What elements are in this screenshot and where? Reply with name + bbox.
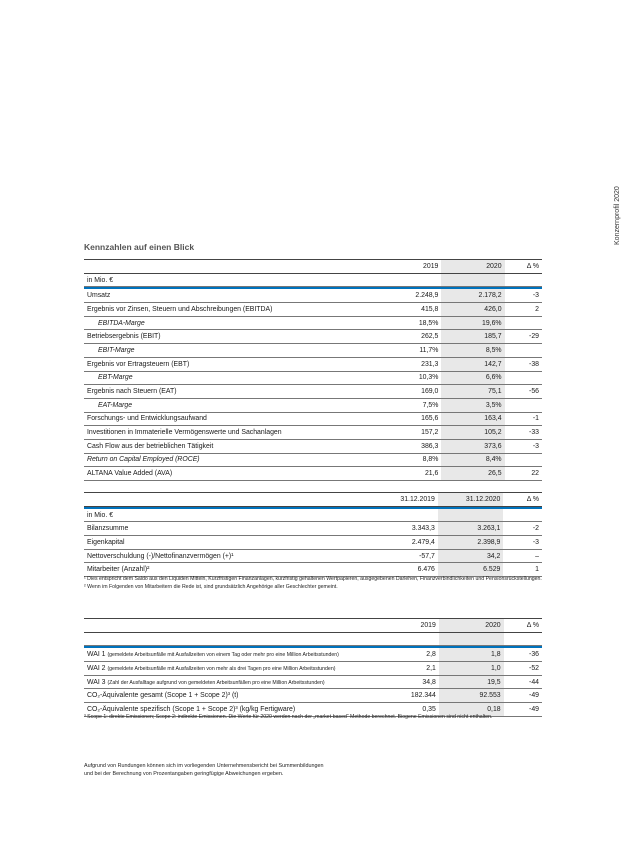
row-value-current: 8,5% (441, 344, 504, 358)
row-value-delta (505, 453, 542, 467)
row-label: Eigenkapital (84, 536, 372, 550)
footnote-2: ² Wenn im Folgenden von Mitarbeitern die Rede ist, sind grundsätzlich Angehörige aller Geschlechter gemeint. (84, 584, 338, 590)
key-figures-table-balance (84, 492, 542, 577)
row-label: Betriebsergebnis (EBIT) (84, 330, 378, 344)
row-value-prev: 18,5% (378, 316, 441, 330)
row-value-delta: -44 (504, 675, 542, 689)
header-col-prev: 2019 (374, 619, 439, 633)
row-value-current: 163,4 (441, 412, 504, 426)
rounding-notice (84, 762, 323, 778)
row-label (84, 648, 374, 661)
table-row (84, 662, 542, 676)
table-row (84, 426, 542, 440)
header-label (84, 260, 378, 274)
table-header-row (84, 260, 542, 274)
table-header-row (84, 619, 542, 633)
row-value-current: 8,4% (441, 453, 504, 467)
row-value-current: 92.553 (439, 689, 504, 703)
row-label: EBITDA-Marge (84, 316, 378, 330)
row-value-current: 6.529 (438, 563, 504, 577)
row-label: EAT-Marge (84, 398, 378, 412)
unit-blank (378, 273, 441, 287)
row-value-delta (505, 344, 542, 358)
unit-blank (438, 509, 504, 522)
row-value-current: 3,5% (441, 398, 504, 412)
row-label: Ergebnis vor Zinsen, Steuern und Abschreibungen (EBITDA) (84, 303, 378, 317)
row-label: Forschungs- und Entwicklungsaufwand (84, 412, 378, 426)
table-row (84, 536, 542, 550)
row-value-prev: 8,8% (378, 453, 441, 467)
unit-blank (503, 509, 542, 522)
table-row (84, 303, 542, 317)
side-label: Konzernprofil 2020 (614, 186, 621, 245)
row-value-delta: -33 (505, 426, 542, 440)
table-row (84, 522, 542, 536)
row-value-prev: 386,3 (378, 439, 441, 453)
row-label-main: WAI 3 (87, 678, 106, 686)
row-label (84, 689, 374, 703)
row-value-delta: -3 (505, 439, 542, 453)
row-value-delta: 22 (505, 467, 542, 481)
row-label: Ergebnis nach Steuern (EAT) (84, 385, 378, 399)
header-col-current: 2020 (439, 619, 504, 633)
row-value-prev: 2.248,9 (378, 289, 441, 302)
row-value-delta: 1 (503, 563, 542, 577)
row-value-current: 2.178,2 (441, 289, 504, 302)
header-col-current: 2020 (441, 260, 504, 274)
table-row (84, 385, 542, 399)
table-row (84, 453, 542, 467)
row-value-current: 19,5 (439, 675, 504, 689)
row-value-current: 26,5 (441, 467, 504, 481)
row-value-current: 19,6% (441, 316, 504, 330)
row-value-prev: 6.476 (372, 563, 438, 577)
row-value-prev: 2.479,4 (372, 536, 438, 550)
row-label: EBIT-Marge (84, 344, 378, 358)
table-row (84, 371, 542, 385)
row-value-delta (505, 398, 542, 412)
table-row (84, 439, 542, 453)
row-label: Investitionen in Immaterielle Vermögenswerte und Sachanlagen (84, 426, 378, 440)
unit-label: in Mio. € (84, 273, 378, 287)
header-col-prev: 2019 (378, 260, 441, 274)
unit-row (84, 509, 542, 522)
unit-blank (372, 509, 438, 522)
spacer-row (84, 632, 542, 646)
row-label: Ergebnis vor Ertragsteuern (EBT) (84, 357, 378, 371)
row-value-prev: 11,7% (378, 344, 441, 358)
row-value-current: 373,6 (441, 439, 504, 453)
row-label-main: WAI 1 (87, 651, 106, 659)
row-value-delta: -56 (505, 385, 542, 399)
table-row (84, 316, 542, 330)
row-value-delta: -49 (504, 703, 542, 717)
table-row (84, 648, 542, 661)
row-value-delta: -49 (504, 689, 542, 703)
row-value-delta: -2 (503, 522, 542, 536)
table-row (84, 412, 542, 426)
row-value-current: 2.398,9 (438, 536, 504, 550)
row-value-prev: 7,5% (378, 398, 441, 412)
table-row (84, 549, 542, 563)
row-value-delta: -3 (505, 289, 542, 302)
row-label-main: CO₂-Äquivalente gesamt (Scope 1 + Scope 2)³ (t) (87, 692, 239, 700)
rounding-notice-line-2: und bei der Berechnung von Prozentangaben geringfügige Abweichungen ergeben. (84, 771, 284, 777)
row-label-sub: (Zahl der Ausfalltage aufgrund von gemeldeten Arbeitsunfällen pro eine Million Arbeitsstunden) (107, 679, 325, 686)
header-col-delta: Δ % (504, 619, 542, 633)
table2-footnotes (84, 575, 544, 591)
rounding-notice-line-1: Aufgrund von Rundungen können sich im vorliegenden Unternehmensbericht bei Summenbildungen (84, 763, 324, 769)
table-row (84, 330, 542, 344)
row-label (84, 662, 374, 676)
row-value-delta: -38 (505, 357, 542, 371)
row-value-prev: 231,3 (378, 357, 441, 371)
table-row (84, 357, 542, 371)
unit-blank (441, 273, 504, 287)
table-row (84, 689, 542, 703)
row-value-prev: 415,8 (378, 303, 441, 317)
row-value-current: 105,2 (441, 426, 504, 440)
row-value-prev: 182.344 (374, 689, 439, 703)
header-col-prev: 31.12.2019 (372, 493, 438, 507)
key-figures-table-income (84, 259, 542, 481)
header-label (84, 493, 372, 507)
row-value-prev: -57,7 (372, 549, 438, 563)
row-label-main: WAI 2 (87, 664, 106, 672)
section-title: Kennzahlen auf einen Blick (84, 242, 195, 252)
table-row (84, 467, 542, 481)
header-col-delta: Δ % (505, 260, 542, 274)
row-value-prev: 2,1 (374, 662, 439, 676)
row-value-delta: -3 (503, 536, 542, 550)
table-row (84, 289, 542, 302)
row-value-current: 1,8 (439, 648, 504, 661)
header-col-delta: Δ % (503, 493, 542, 507)
row-value-delta: 2 (505, 303, 542, 317)
row-value-prev: 3.343,3 (372, 522, 438, 536)
row-label: Bilanzsumme (84, 522, 372, 536)
table-row (84, 675, 542, 689)
table-row (84, 344, 542, 358)
row-label: ALTANA Value Added (AVA) (84, 467, 378, 481)
row-value-current: 6,6% (441, 371, 504, 385)
row-value-prev: 0,35 (374, 703, 439, 717)
row-label: Umsatz (84, 289, 378, 302)
unit-row (84, 273, 542, 287)
row-label-sub: (gemeldete Arbeitsunfälle mit Ausfallzeiten von mehr als drei Tagen pro eine Million Arbeitsstunden) (107, 665, 336, 672)
row-label: Nettoverschuldung (-)/Nettofinanzvermögen (+)¹ (84, 549, 372, 563)
row-value-prev: 165,6 (378, 412, 441, 426)
row-value-current: 0,18 (439, 703, 504, 717)
row-label-sub: (gemeldete Arbeitsunfälle mit Ausfallzeiten von einem Tag oder mehr pro eine Million Arbeitsstunden) (107, 652, 339, 659)
row-label: Cash Flow aus der betrieblichen Tätigkeit (84, 439, 378, 453)
row-value-current: 185,7 (441, 330, 504, 344)
row-label: Mitarbeiter (Anzahl)² (84, 563, 372, 577)
unit-blank (505, 273, 542, 287)
row-value-delta: -1 (505, 412, 542, 426)
row-value-delta: -52 (504, 662, 542, 676)
row-value-prev: 157,2 (378, 426, 441, 440)
row-value-prev: 262,5 (378, 330, 441, 344)
row-label (84, 675, 374, 689)
row-label: Return on Capital Employed (ROCE) (84, 453, 378, 467)
row-value-current: 34,2 (438, 549, 504, 563)
row-value-delta: -36 (504, 648, 542, 661)
table-row (84, 398, 542, 412)
table-header-row (84, 493, 542, 507)
key-figures-table-sustainability (84, 618, 542, 717)
table3-footnote: ³ Scope 1: direkte Emissionen; Scope 2: indirekte Emissionen. Die Werte für 2020 werden nach der „market-based“ Methode berechnet. Biogene Emissionen sind nicht enthalten. (84, 714, 493, 720)
row-label: EBT-Marge (84, 371, 378, 385)
row-label-main: CO₂-Äquivalente spezifisch (Scope 1 + Scope 2)³ (kg/kg Fertigware) (87, 705, 296, 713)
header-label (84, 619, 374, 633)
row-value-prev: 169,0 (378, 385, 441, 399)
row-value-prev: 10,3% (378, 371, 441, 385)
unit-label: in Mio. € (84, 509, 372, 522)
row-value-delta: – (503, 549, 542, 563)
row-value-current: 75,1 (441, 385, 504, 399)
footnote-1: ¹ Dies entspricht dem Saldo aus den Liquiden Mitteln, Kurzfristigen Finanzanlagen, kurzfristig gehaltenen Wertpapieren, ausgegebenen Darlehen, Finanzverbindlichkeiten und Pensionsrückstellungen. (84, 576, 542, 582)
header-col-current: 31.12.2020 (438, 493, 504, 507)
row-value-prev: 2,8 (374, 648, 439, 661)
row-value-current: 3.263,1 (438, 522, 504, 536)
row-value-current: 142,7 (441, 357, 504, 371)
row-value-delta (505, 371, 542, 385)
row-value-prev: 34,8 (374, 675, 439, 689)
row-value-current: 426,0 (441, 303, 504, 317)
row-value-current: 1,0 (439, 662, 504, 676)
row-value-delta: -29 (505, 330, 542, 344)
row-value-prev: 21,6 (378, 467, 441, 481)
row-value-delta (505, 316, 542, 330)
